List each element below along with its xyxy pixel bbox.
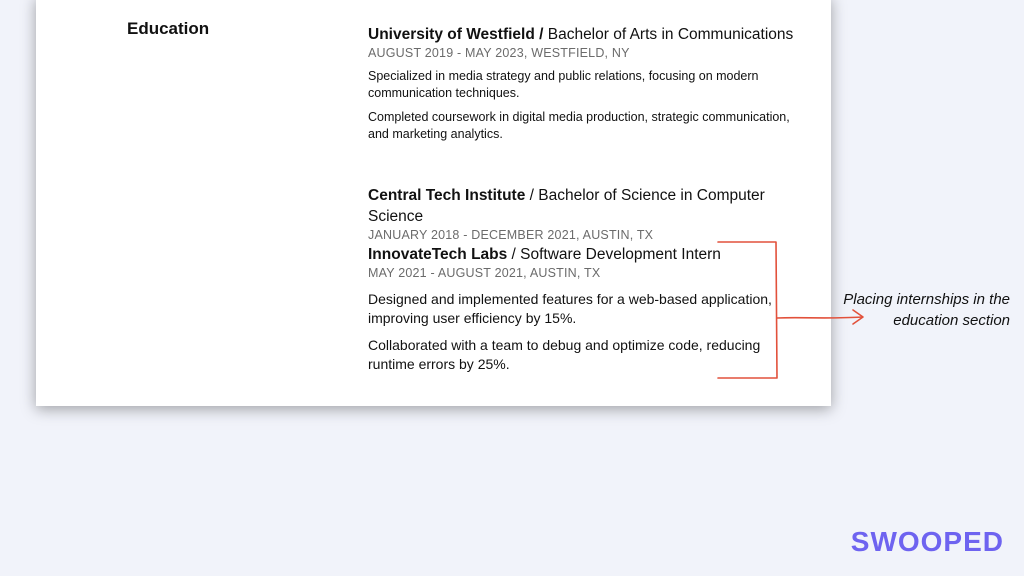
title-separator: /: [525, 187, 539, 204]
entry-meta: JANUARY 2018 - DECEMBER 2021, AUSTIN, TX: [368, 228, 654, 242]
entry-bullet: Designed and implemented features for a web-based application, improving user efficiency by 15%.: [368, 291, 772, 326]
degree-name: Bachelor of Science in Computer Science: [368, 187, 765, 225]
entry-bullet: Specialized in media strategy and public relations, focusing on modern communication techniques.: [368, 69, 759, 100]
entry-bullet: Completed coursework in digital media production, strategic communication, and marketing analytics.: [368, 110, 790, 141]
annotation-note: Placing internships in the education section: [843, 291, 1010, 329]
brand-logo: SWOOPED: [850, 526, 1004, 557]
institution-name: Central Tech Institute: [368, 187, 526, 204]
title-separator: /: [534, 26, 548, 43]
title-separator: /: [507, 246, 521, 263]
entry-meta: AUGUST 2019 - MAY 2023, WESTFIELD, NY: [368, 46, 630, 60]
institution-name: InnovateTech Labs: [368, 246, 508, 263]
entry-meta: MAY 2021 - AUGUST 2021, AUSTIN, TX: [368, 266, 601, 280]
bracket-line: [718, 242, 777, 378]
entry-bullet: Collaborated with a team to debug and optimize code, reducing runtime errors by 25%.: [368, 337, 761, 372]
role-name: Software Development Intern: [520, 246, 721, 263]
institution-name: University of Westfield: [368, 26, 535, 43]
section-title: Education: [127, 19, 210, 38]
degree-name: Bachelor of Arts in Communications: [547, 26, 794, 43]
